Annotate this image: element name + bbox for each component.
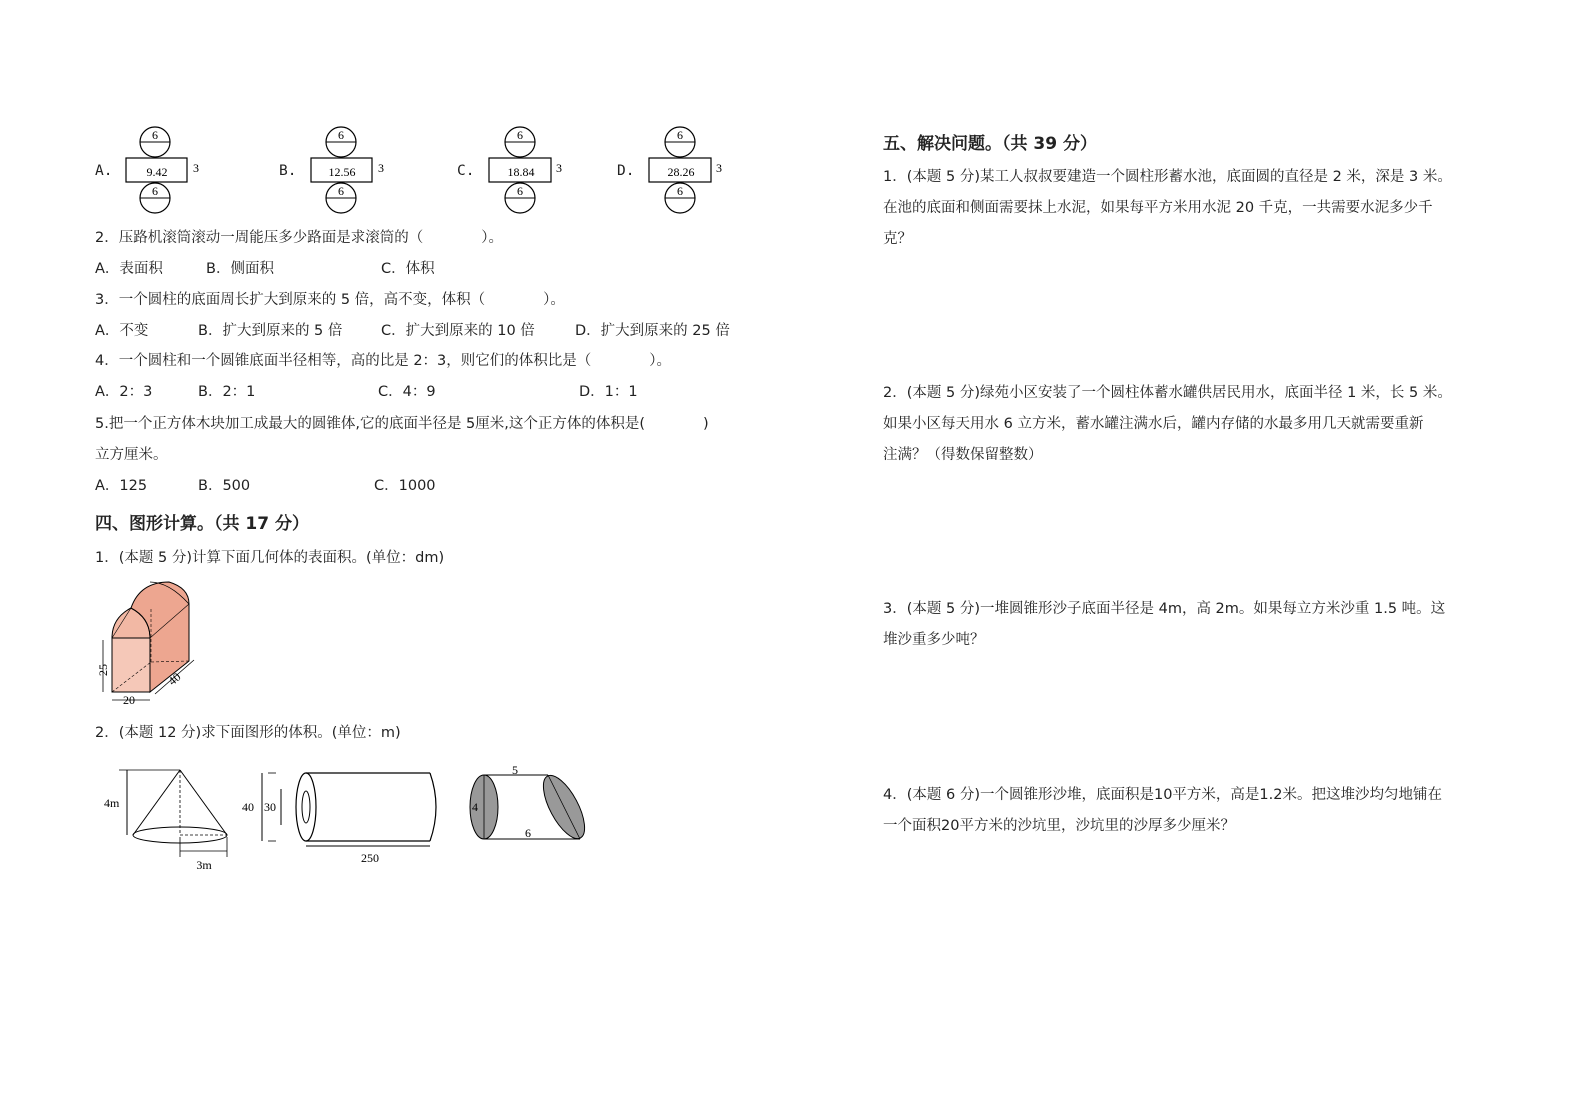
cylinder-net-diagram xyxy=(120,126,210,218)
q5-option-b: B．500 xyxy=(198,478,251,494)
net-side-label: 3 xyxy=(378,161,384,175)
q5-line2: 立方厘米。 xyxy=(95,447,168,463)
cylinder-net-diagram xyxy=(305,126,395,218)
net-bottom-label: 6 xyxy=(517,184,523,198)
slanted-cylinder-figure xyxy=(462,760,592,845)
section4-q2: 2．(本题 12 分)求下面图形的体积。(单位：m) xyxy=(95,725,401,741)
problem-1-line: 1．(本题 5 分)某工人叔叔要建造一个圆柱形蓄水池，底面圆的直径是 2 米，深是 3 米。 xyxy=(883,169,1452,185)
problem-1-line: 克？ xyxy=(883,231,912,247)
cylinder-net-diagram xyxy=(484,126,574,218)
q5-line1: 5.把一个正方体木块加工成最大的圆锥体,它的底面半径是 5厘米,这个正方体的体积是( ) xyxy=(95,416,709,432)
net-top-label: 6 xyxy=(152,128,158,142)
pipe-length-label: 250 xyxy=(361,851,379,865)
net-bottom-label: 6 xyxy=(152,184,158,198)
q3-option-d: D．扩大到原来的 25 倍 xyxy=(575,323,730,339)
q2-text: 2．压路机滚筒滚动一周能压多少路面是求滚筒的（ ）。 xyxy=(95,230,503,246)
problem-2-line: 如果小区每天用水 6 立方米，蓄水罐注满水后，罐内存储的水最多用几天就需要重新 xyxy=(883,416,1424,432)
q2-option-a: A．表面积 xyxy=(95,261,163,277)
net-side-label: 3 xyxy=(556,161,562,175)
option-letter: C. xyxy=(457,163,475,179)
net-middle-label: 9.42 xyxy=(146,165,168,179)
q2-option-b: B．侧面积 xyxy=(206,261,274,277)
cone-height-label: 4m xyxy=(104,796,120,810)
net-middle-label: 28.26 xyxy=(667,165,695,179)
option-letter: A. xyxy=(95,163,113,179)
pipe-inner-label: 30 xyxy=(264,800,276,814)
net-top-label: 6 xyxy=(677,128,683,142)
q5-option-c: C．1000 xyxy=(374,478,436,494)
net-bottom-label: 6 xyxy=(677,184,683,198)
q4-option-b: B．2：1 xyxy=(198,384,256,400)
problem-3-line: 3．(本题 5 分)一堆圆锥形沙子底面半径是 4m，高 2m。如果每立方米沙重 1.5 吨。这 xyxy=(883,601,1446,617)
option-letter: B. xyxy=(279,163,297,179)
q4-text: 4．一个圆柱和一个圆锥底面半径相等，高的比是 2：3，则它们的体积比是（ ）。 xyxy=(95,353,672,369)
q4-option-d: D．1：1 xyxy=(579,384,638,400)
net-side-label: 3 xyxy=(193,161,199,175)
q4-option-c: C．4：9 xyxy=(378,384,436,400)
net-middle-label: 18.84 xyxy=(507,165,535,179)
slant-diameter-label: 4 xyxy=(472,800,478,814)
q3-option-c: C．扩大到原来的 10 倍 xyxy=(381,323,535,339)
depth-label: 40 xyxy=(165,669,184,689)
problem-4-line: 4．(本题 6 分)一个圆锥形沙堆，底面积是10平方米，高是1.2米。把这堆沙均匀地铺在 xyxy=(883,787,1442,803)
slant-top-label: 5 xyxy=(512,763,518,777)
height-label: 25 xyxy=(96,664,110,676)
option-letter: D. xyxy=(617,163,635,179)
pipe-outer-label: 40 xyxy=(242,800,254,814)
net-bottom-label: 6 xyxy=(338,184,344,198)
net-top-label: 6 xyxy=(517,128,523,142)
cone-radius-label: 3m xyxy=(196,858,212,872)
slant-bottom-label: 6 xyxy=(525,826,531,840)
problem-2-line: 注满？（得数保留整数） xyxy=(883,447,1043,463)
net-side-label: 3 xyxy=(716,161,722,175)
q5-option-a: A．125 xyxy=(95,478,148,494)
q3-option-a: A．不变 xyxy=(95,323,149,339)
width-label: 20 xyxy=(123,693,135,707)
q4-option-a: A．2：3 xyxy=(95,384,153,400)
section4-q1: 1．(本题 5 分)计算下面几何体的表面积。(单位：dm) xyxy=(95,550,445,566)
pipe-figure xyxy=(240,765,450,870)
q2-option-c: C．体积 xyxy=(381,261,435,277)
q3-option-b: B．扩大到原来的 5 倍 xyxy=(198,323,343,339)
problem-2-line: 2．(本题 5 分)绿苑小区安装了一个圆柱体蓄水罐供居民用水，底面半径 1 米，长 5 米。 xyxy=(883,385,1452,401)
problem-1-line: 在池的底面和侧面需要抹上水泥，如果每平方米用水泥 20 千克，一共需要水泥多少千 xyxy=(883,200,1433,216)
problem-3-line: 堆沙重多少吨？ xyxy=(883,632,985,648)
problem-4-line: 一个面积20平方米的沙坑里，沙坑里的沙厚多少厘米？ xyxy=(883,818,1235,834)
q3-text: 3．一个圆柱的底面周长扩大到原来的 5 倍，高不变，体积（ ）。 xyxy=(95,292,565,308)
section4-title: 四、图形计算。（共 17 分） xyxy=(95,514,309,534)
net-top-label: 6 xyxy=(338,128,344,142)
cone-figure xyxy=(100,765,240,875)
net-middle-label: 12.56 xyxy=(328,165,356,179)
half-cylinder-prism-figure xyxy=(95,578,205,708)
section5-title: 五、解决问题。（共 39 分） xyxy=(883,134,1097,154)
cylinder-net-diagram xyxy=(644,126,734,218)
